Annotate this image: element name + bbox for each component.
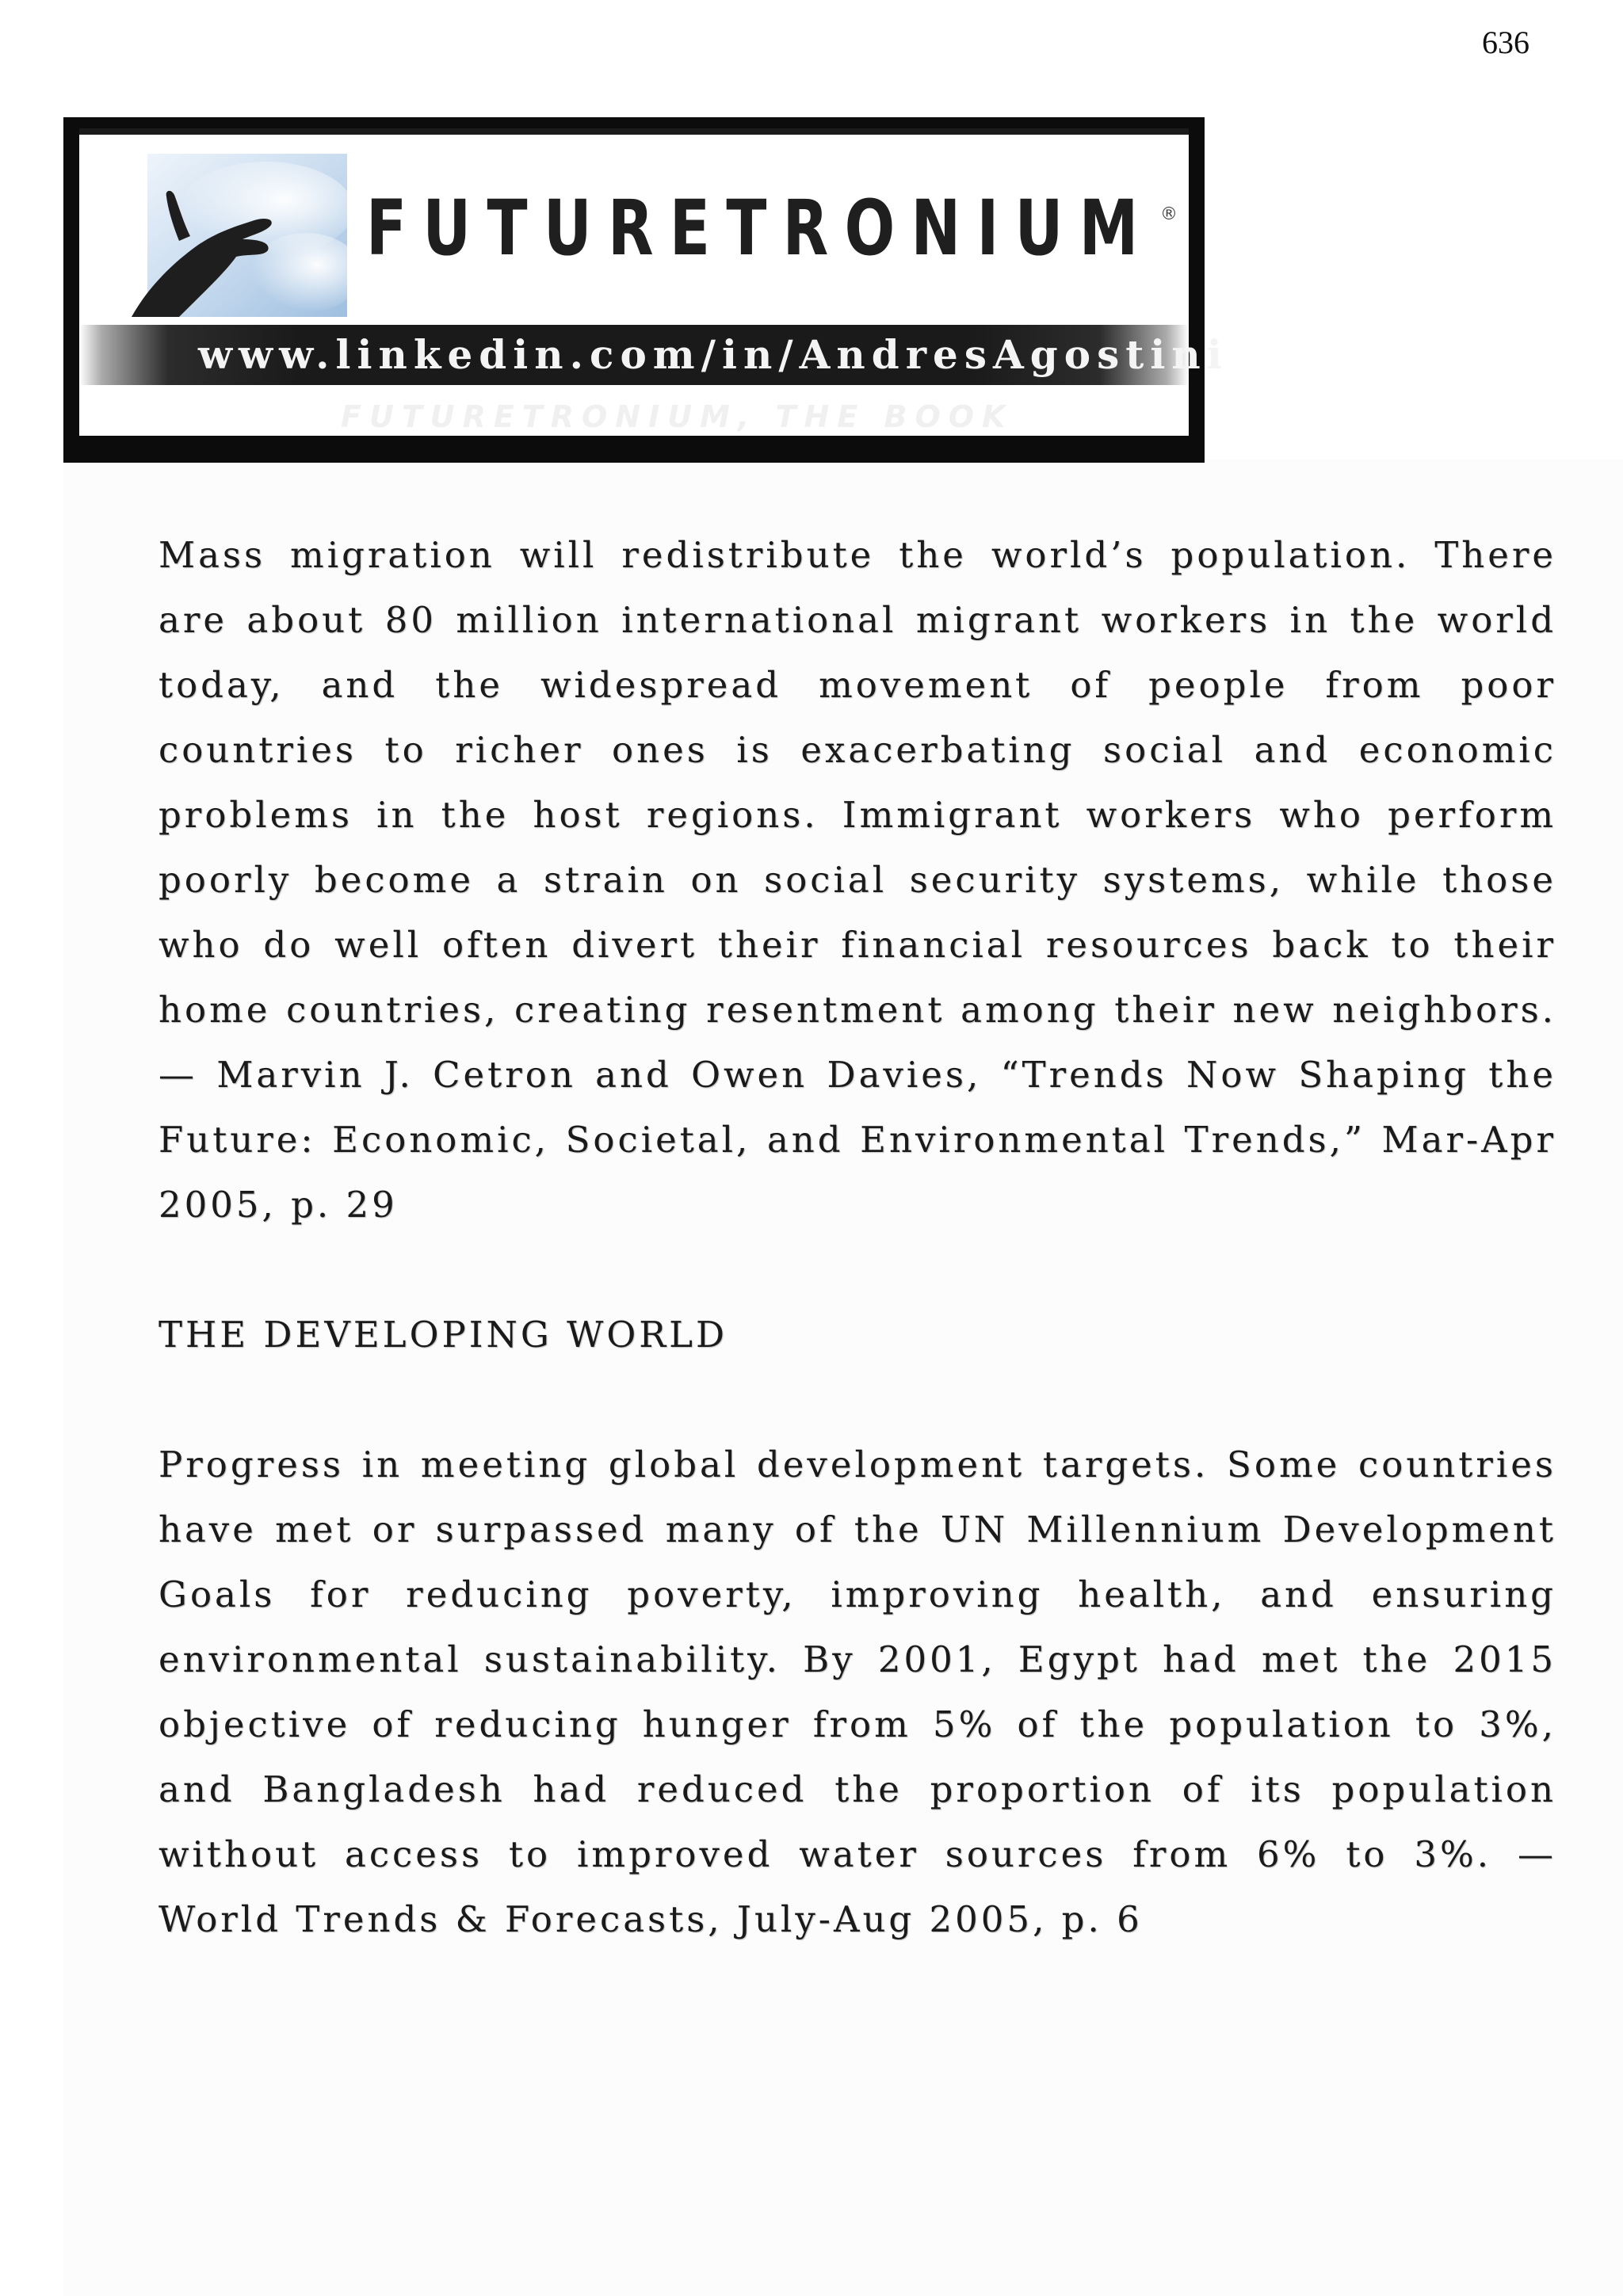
futuretronium-banner <box>63 117 1228 463</box>
spacer <box>158 1238 1556 1302</box>
page-number: 636 <box>1482 25 1529 60</box>
banner-subtitle: FUTURETRONIUM, THE BOOK <box>341 399 1014 434</box>
banner-title: FUTURETRONIUM <box>366 184 1155 273</box>
banner-url-bar <box>79 325 1228 385</box>
banner-url: www.linkedin.com/in/AndresAgostini <box>198 331 1228 378</box>
paragraph-developing-world: Progress in meeting global development targets. Some countries have met or surpassed many of the UN Millennium Development Goals for reducing poverty, improving health, and ensuring environmental sustainability. By 2001, Egypt had met the 2015 objective of reducing hunger from 5% of the population to 3%, and Bangladesh had reduced the proportion of its population without access to improved water sources from 6% to 3%. — World Trends & Forecasts, July-Aug 2005, p. 6 <box>158 1444 1556 1940</box>
banner-top-rule <box>79 128 1189 135</box>
registered-mark: ® <box>1160 204 1178 224</box>
hand-reaching-sky-image <box>84 154 347 317</box>
banner-top-panel <box>79 128 1228 436</box>
document-body <box>158 523 1556 1952</box>
spacer <box>158 1367 1556 1432</box>
paragraph-mass-migration: Mass migration will redistribute the world’s population. There are about 80 million international migrant workers in the world today, and the widespread movement of people from poor countries to richer ones is exacerbating social and economic problems in the host regions. Immigrant workers who perform poorly become a strain on social security systems, while those who do well often divert their financial resources back to their home countries, creating resentment among their new neighbors. — Marvin J. Cetron and Owen Davies, “Trends Now Shaping the Future: Economic, Societal, and Environmental Trends,” Mar-Apr 2005, p. 29 <box>158 534 1556 1226</box>
section-heading: THE DEVELOPING WORLD <box>158 1314 728 1356</box>
